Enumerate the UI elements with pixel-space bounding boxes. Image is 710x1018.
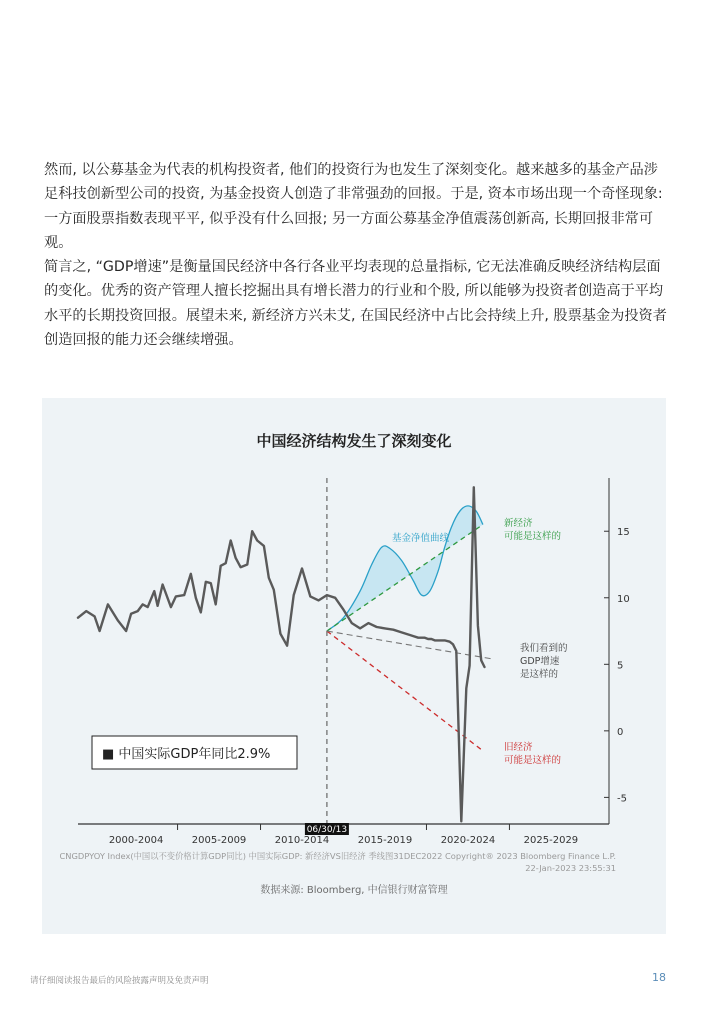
x-tick-label: 2005-2009 [191, 835, 247, 846]
y-tick-label: -5 [617, 793, 627, 805]
x-tick-label: 2015-2019 [357, 835, 413, 846]
new-economy-label: 可能是这样的 [504, 531, 562, 542]
gdp-trend-label: GDP增速 [520, 656, 560, 667]
old-economy-label: 可能是这样的 [504, 755, 562, 766]
x-tick-label: 2020-2024 [440, 835, 496, 846]
gdp-trend-label: 我们看到的 [520, 643, 568, 654]
x-tick-label: 2025-2029 [523, 835, 579, 846]
x-tick-label: 2010-2014 [274, 835, 330, 846]
body-text [44, 158, 668, 352]
x-tick-label: 2000-2004 [108, 835, 164, 846]
y-tick-label: 5 [617, 660, 624, 672]
data-source-note: 数据来源: Bloomberg, 中信银行财富管理 [260, 885, 448, 896]
y-tick-label: 0 [617, 726, 624, 738]
chart-title: 中国经济结构发生了深刻变化 [256, 432, 452, 450]
marker-date-label: 06/30/13 [306, 825, 348, 835]
footer-disclaimer: 请仔细阅读报告最后的风险披露声明及免责声明 [30, 976, 209, 986]
new-economy-label: 新经济 [504, 518, 533, 529]
fund-curve-label: 基金净值曲线 [391, 533, 449, 544]
y-tick-label: 10 [617, 593, 630, 605]
paragraph-2: 简言之, “GDP增速”是衡量国民经济中各行各业平均表现的总量指标, 它无法准确反映经济结构层面的变化。优秀的资产管理人擅长挖掘出具有增长潜力的行业和个股, 所以能够为投资者创造高于平均水平的长期投资回报。展望未来, 新经济方兴未艾, 在国民经济中占比会持续上升, 股票基金为投资者创造回报的能力还会继续增强。 [44, 259, 667, 349]
chart-panel [42, 398, 666, 934]
legend-text: ■ 中国实际GDP年同比2.9% [102, 747, 271, 762]
fund-curve-area [327, 506, 483, 631]
chart-svg [42, 398, 666, 934]
old-economy-label: 旧经济 [504, 742, 533, 753]
gdp-trend-label: 是这样的 [520, 669, 559, 680]
y-tick-label: 15 [617, 527, 630, 539]
source-line-1: CNGDPYOY Index(中国以不变价格计算GDP同比) 中国实际GDP: 新经济VS旧经济 季线图31DEC2022 Copyright® 2023 Bloomberg Finance L.P. [59, 851, 616, 861]
source-line-2: 22-Jan-2023 23:55:31 [525, 863, 616, 873]
page-number: 18 [652, 971, 666, 984]
paragraph-1: 然而, 以公募基金为代表的机构投资者, 他们的投资行为也发生了深刻变化。越来越多的基金产品涉足科技创新型公司的投资, 为基金投资人创造了非常强劲的回报。于是, 资本市场出现一个奇怪现象: 一方面股票指数表现平平, 似乎没有什么回报; 另一方面公募基金净值震荡创新高, 长期回报非常可观。 [44, 162, 663, 251]
